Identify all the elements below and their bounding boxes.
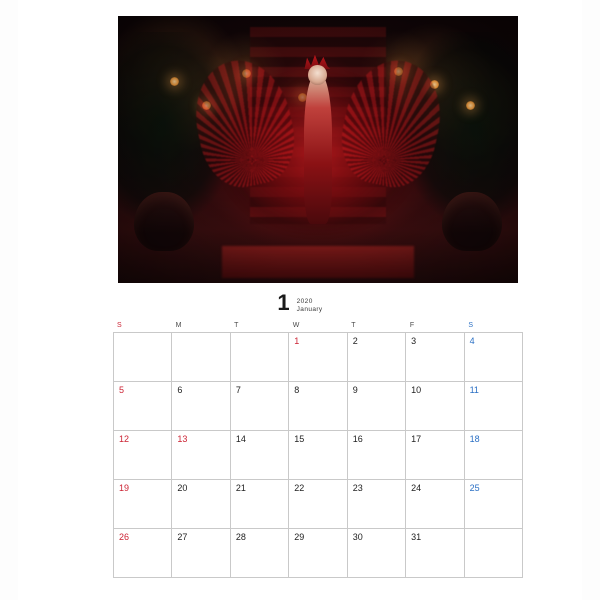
day-number: 22 — [294, 483, 305, 493]
photo-vignette — [118, 16, 518, 283]
month-number: 1 — [277, 290, 290, 315]
day-number: 31 — [411, 532, 422, 542]
day-number: 28 — [235, 532, 246, 542]
photo-scene — [118, 16, 518, 283]
day-cell[interactable] — [289, 333, 347, 382]
day-number: 9 — [352, 385, 358, 395]
day-number: 10 — [411, 385, 422, 395]
day-cell[interactable] — [348, 431, 406, 480]
day-cell[interactable] — [465, 382, 523, 431]
day-number: 26 — [119, 532, 130, 542]
day-cell[interactable] — [289, 431, 347, 480]
day-number: 2 — [352, 336, 358, 346]
day-cell[interactable] — [348, 382, 406, 431]
day-cell[interactable] — [406, 480, 464, 529]
calendar-photo — [118, 16, 518, 283]
day-number: 14 — [235, 434, 246, 444]
day-cell[interactable] — [406, 382, 464, 431]
day-number: 16 — [352, 434, 363, 444]
weekday-header-1: M — [175, 321, 182, 329]
day-cell[interactable] — [172, 382, 230, 431]
day-number: 29 — [294, 532, 305, 542]
day-number: 20 — [177, 483, 188, 493]
day-cell[interactable] — [114, 480, 172, 529]
day-number: 21 — [235, 483, 246, 493]
day-cell[interactable] — [348, 333, 406, 382]
page-edge-right — [582, 0, 600, 600]
day-number: 7 — [235, 385, 241, 395]
weekday-header-4: T — [351, 321, 356, 329]
day-number: 13 — [177, 434, 188, 444]
day-number: 1 — [294, 336, 300, 346]
day-cell[interactable] — [114, 431, 172, 480]
day-number: 18 — [469, 434, 480, 444]
day-cell[interactable] — [289, 480, 347, 529]
day-cell[interactable] — [231, 431, 289, 480]
day-cell-empty — [465, 529, 523, 578]
day-cell[interactable] — [172, 431, 230, 480]
days-grid — [113, 332, 523, 578]
day-cell[interactable] — [231, 382, 289, 431]
day-cell[interactable] — [289, 529, 347, 578]
day-cell[interactable] — [348, 480, 406, 529]
day-cell-empty — [231, 333, 289, 382]
weekday-header-6: S — [468, 321, 474, 329]
day-number: 25 — [469, 483, 480, 493]
day-number: 11 — [469, 385, 479, 395]
weekday-header-2: T — [234, 321, 239, 329]
weekday-header-5: F — [409, 321, 415, 329]
day-cell[interactable] — [172, 529, 230, 578]
calendar-sheet — [18, 0, 582, 600]
month-header — [18, 292, 582, 314]
day-number: 23 — [352, 483, 363, 493]
weekday-header-0: S — [117, 321, 122, 329]
day-number: 19 — [119, 483, 130, 493]
day-cell[interactable] — [231, 529, 289, 578]
day-cell[interactable] — [465, 431, 523, 480]
day-cell[interactable] — [289, 382, 347, 431]
day-number: 30 — [352, 532, 363, 542]
month-name-label: January — [296, 305, 323, 313]
day-number: 24 — [411, 483, 422, 493]
weekday-header-3: W — [292, 321, 300, 329]
day-number: 27 — [177, 532, 188, 542]
day-number: 8 — [294, 385, 300, 395]
day-cell-empty — [114, 333, 172, 382]
day-cell-empty — [172, 333, 230, 382]
weekday-header-row — [113, 318, 523, 332]
day-number: 5 — [119, 385, 125, 395]
day-number: 12 — [119, 434, 130, 444]
calendar-grid-wrapper — [113, 318, 523, 578]
day-number: 4 — [469, 336, 475, 346]
day-number: 3 — [411, 336, 417, 346]
day-number: 6 — [177, 385, 183, 395]
day-number: 17 — [411, 434, 422, 444]
page-edge-left — [0, 0, 18, 600]
day-cell[interactable] — [465, 333, 523, 382]
day-number: 15 — [294, 434, 305, 444]
month-meta — [297, 298, 323, 314]
year-label: 2020 — [296, 298, 313, 306]
day-cell[interactable] — [172, 480, 230, 529]
day-cell[interactable] — [465, 480, 523, 529]
day-cell[interactable] — [406, 529, 464, 578]
day-cell[interactable] — [114, 529, 172, 578]
day-cell[interactable] — [406, 333, 464, 382]
day-cell[interactable] — [406, 431, 464, 480]
day-cell[interactable] — [114, 382, 172, 431]
day-cell[interactable] — [231, 480, 289, 529]
day-cell[interactable] — [348, 529, 406, 578]
